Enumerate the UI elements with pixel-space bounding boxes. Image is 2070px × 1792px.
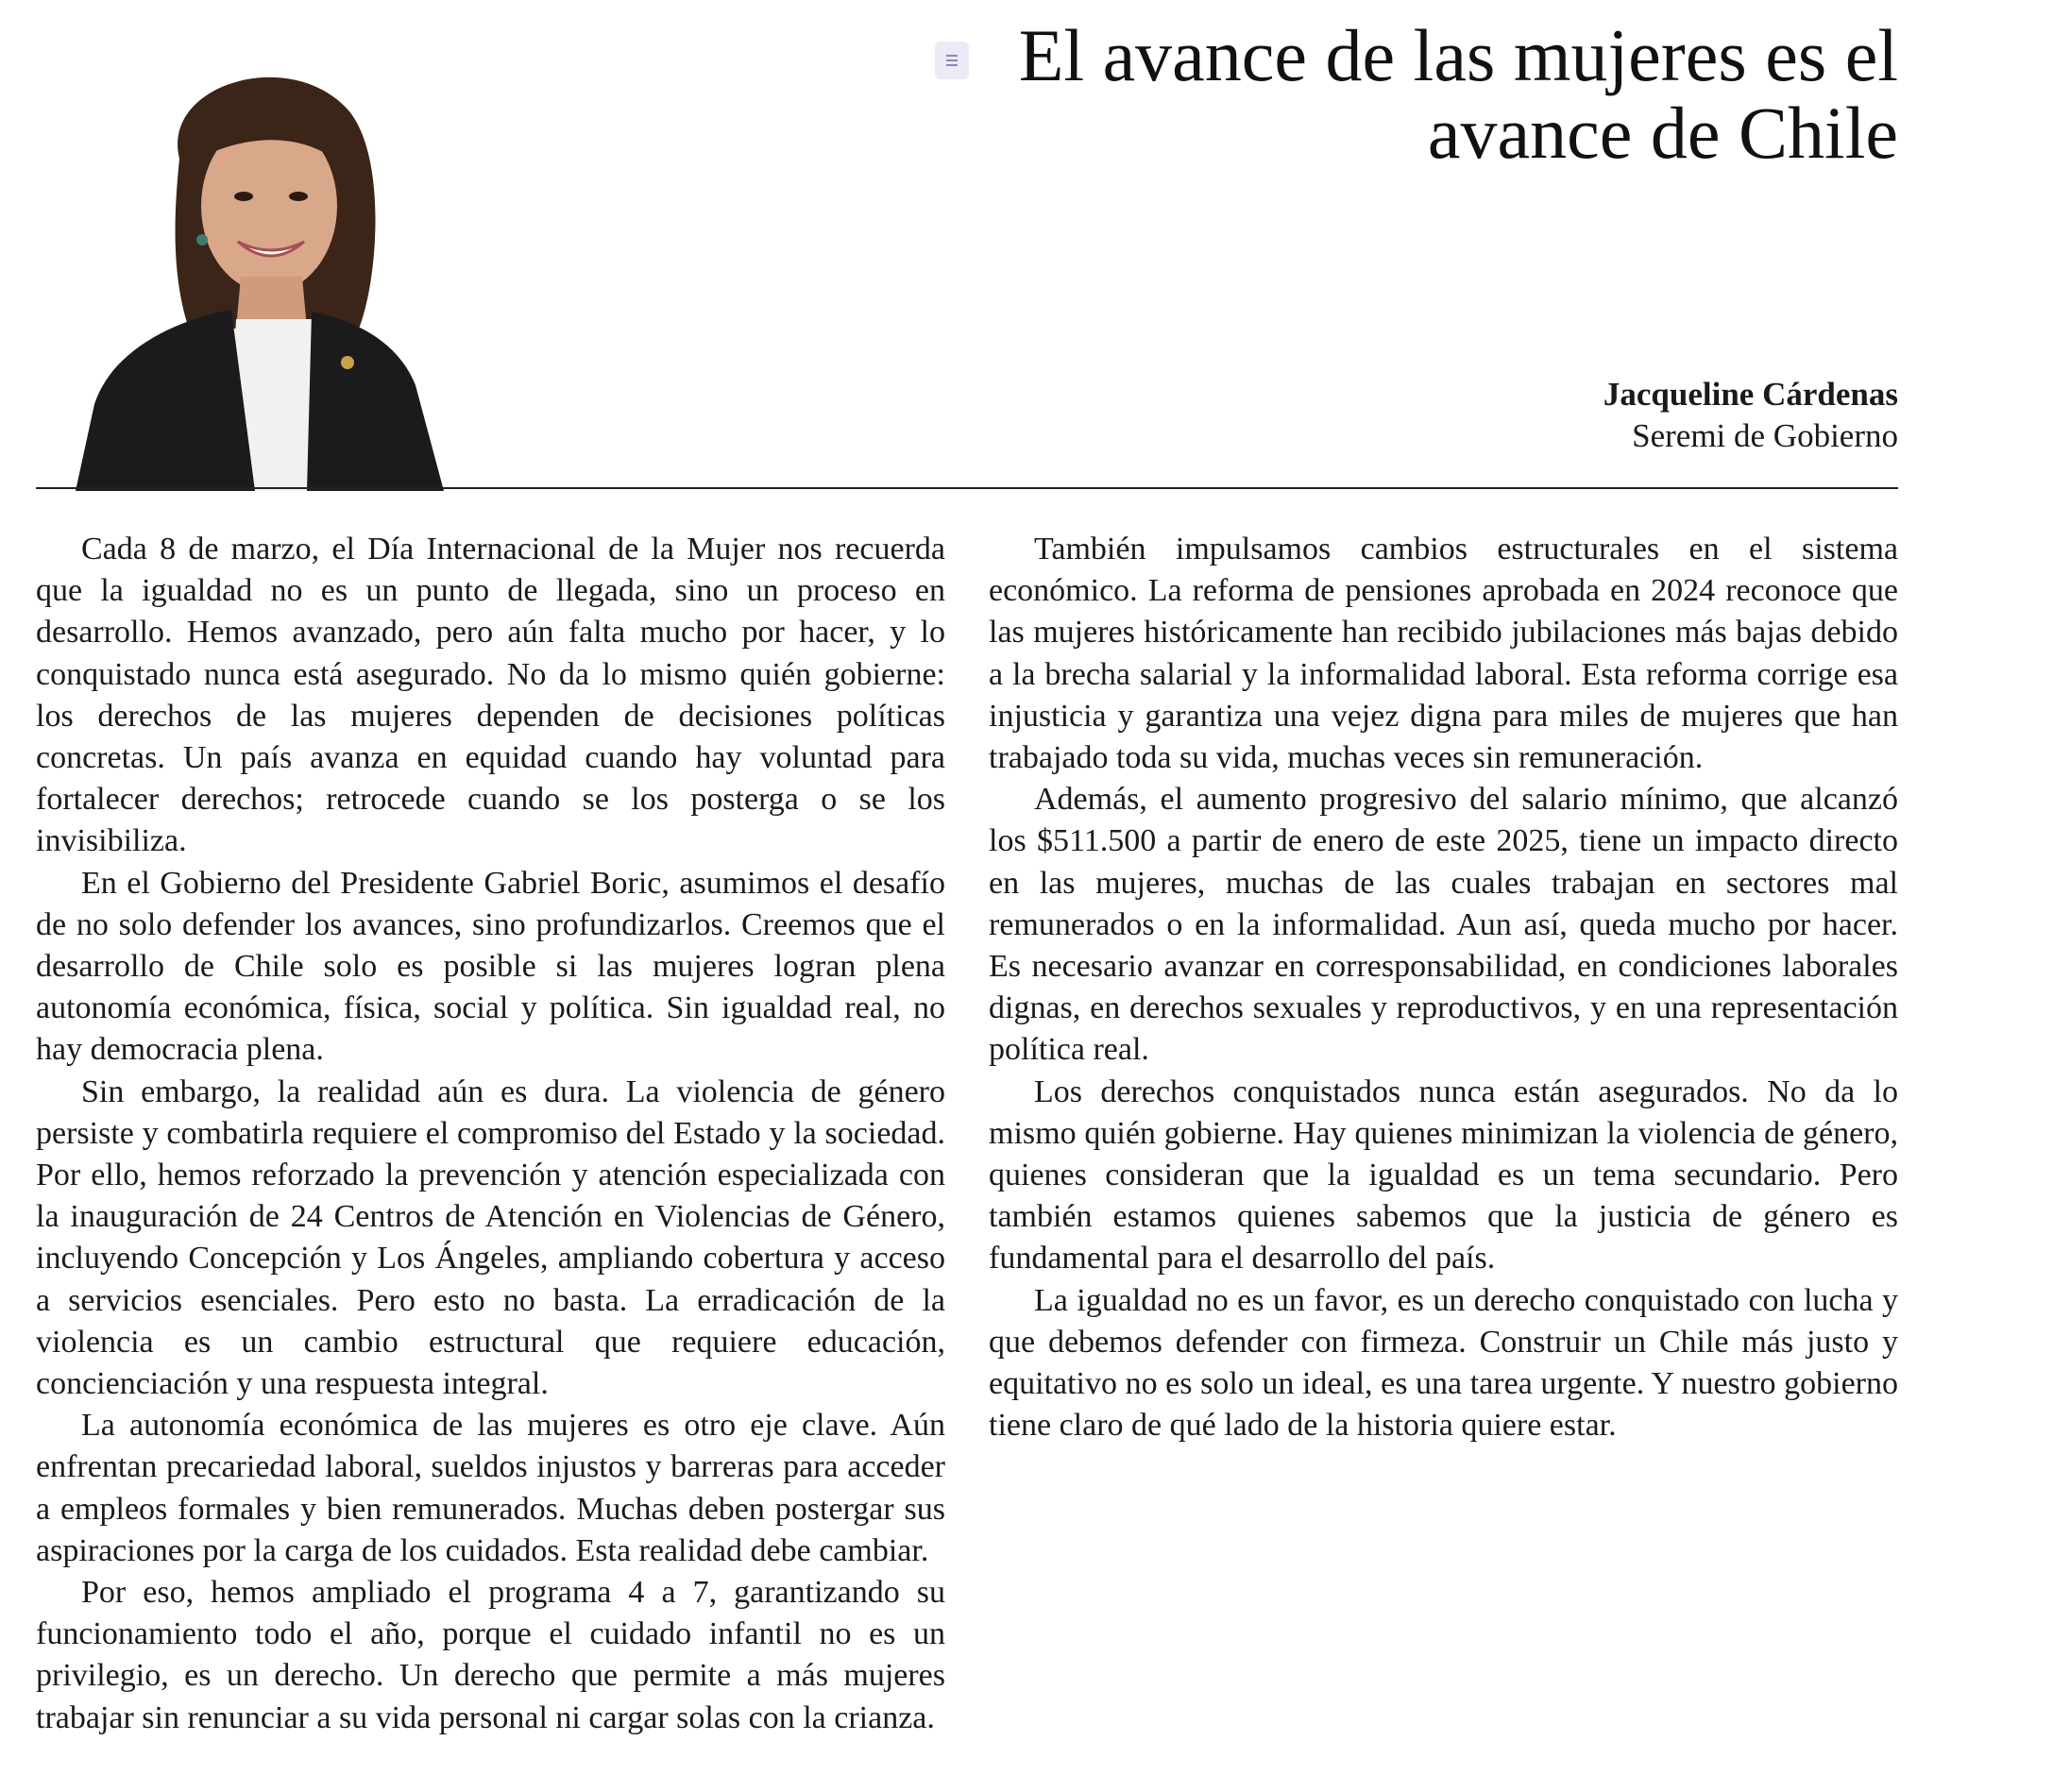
author-photo xyxy=(76,45,444,491)
author-role: Seremi de Gobierno xyxy=(1632,417,1898,454)
paragraph: Por eso, hemos ampliado el programa 4 a 7, garantizando su funcionamiento todo el año, porque el cuidado infantil no es un privilegio, es un derecho. Un derecho que permite a más mujeres trabajar sin renunciar a su vida personal ni cargar solas con la crianza. xyxy=(36,1575,945,1735)
article-title xyxy=(859,14,1898,174)
author-name: Jacqueline Cárdenas xyxy=(1603,376,1898,413)
paragraph: En el Gobierno del Presidente Gabriel Boric, asumimos el desafío de no solo defender los avances, sino profundizarlos. Creemos que el desarrollo de Chile solo es posible si las mujeres logran plena autonomía económica, física, social y política. Sin igualdad real, no hay democracia plena. xyxy=(36,865,945,1068)
paragraph: La autonomía económica de las mujeres es otro eje clave. Aún enfrentan precariedad laboral, sueldos injustos y barreras para acceder a empleos formales y bien remunerados. Muchas deben postergar sus aspiraciones por la carga de los cuidados. Esta realidad debe cambiar. xyxy=(36,1408,945,1568)
paragraph: Además, el aumento progresivo del salario mínimo, que alcanzó los $511.500 a partir de enero de este 2025, tiene un impacto directo en las mujeres, muchas de las cuales trabajan en sectores mal remunerados o en la informalidad. Aun así, queda mucho por hacer. Es necesario avanzar en corresponsabilidad, en condiciones laborales dignas, en derechos sexuales y reproductivos, y en una representación política real. xyxy=(989,782,1898,1068)
paragraph: La igualdad no es un favor, es un derecho conquistado con lucha y que debemos defender con firmeza. Construir un Chile más justo y equitativo no es solo un ideal, es una tarea urgente. Y nuestro gobierno tiene claro de qué lado de la historia quiere estar. xyxy=(989,1282,1898,1444)
article-body xyxy=(36,529,1898,1784)
paragraph: También impulsamos cambios estructurales en el sistema económico. La reforma de pensiones aprobada en 2024 reconoce que las mujeres históricamente han recibido jubilaciones más bajas debido a la brecha salarial y la informalidad laboral. Esta reforma corrige esa injusticia y garantiza una vejez digna para miles de mujeres que han trabajado toda su vida, muchas veces sin remuneración. xyxy=(989,532,1898,776)
author-block xyxy=(1603,374,1898,457)
paragraph: Los derechos conquistados nunca están asegurados. No da lo mismo quién gobierne. Hay quienes minimizan la violencia de género, quienes consideran que la igualdad es un tema secundario. Pero también estamos quienes sabemos que la justicia de género es fundamental para el desarrollo del país. xyxy=(989,1074,1898,1276)
title-line-2: avance de Chile xyxy=(1427,92,1898,174)
title-line-1: El avance de las mujeres es el xyxy=(1018,14,1898,96)
header-divider xyxy=(36,487,1898,489)
paragraph: Sin embargo, la realidad aún es dura. La violencia de género persiste y combatirla requiere el compromiso del Estado y la sociedad. Por ello, hemos reforzado la prevención y atención especializada con la inauguración de 24 Centros de Atención en Violencias de Género, incluyendo Concepción y Los Ángeles, ampliando cobertura y acceso a servicios esenciales. Pero esto no basta. La erradicación de la violencia es un cambio estructural que requiere educación, concienciación y una respuesta integral. xyxy=(36,1074,945,1402)
paragraph: Cada 8 de marzo, el Día Internacional de la Mujer nos recuerda que la igualdad no es un punto de llegada, sino un proceso en desarrollo. Hemos avanzado, pero aún falta mucho por hacer, y lo conquistado nunca está asegurado. No da lo mismo quién gobierne: los derechos de las mujeres dependen de decisiones políticas concretas. Un país avanza en equidad cuando hay voluntad para fortalecer derechos; retrocede cuando se los posterga o se los invisibiliza. xyxy=(36,532,945,859)
